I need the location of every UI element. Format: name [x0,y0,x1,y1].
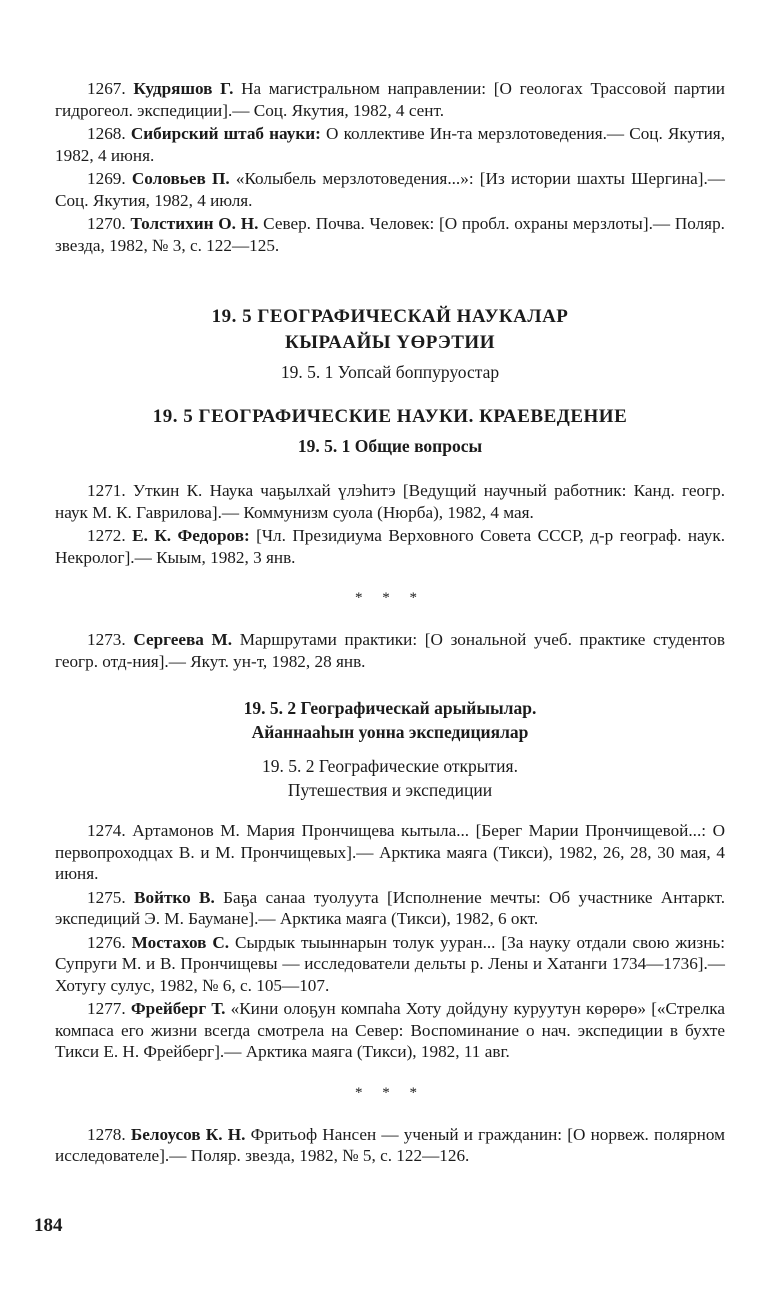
entry-number: 1275. [87,887,126,907]
subsection-2-russian-line1: 19. 5. 2 Географические открытия. [262,756,518,776]
subsection-2-russian-line2: Путешествия и экспедиции [287,780,493,800]
section-title-yakut-line1: 19. 5 ГЕОГРАФИЧЕСКАЙ НАУКАЛАР [211,306,569,327]
page-number: 184 [34,1215,63,1236]
entry-number: 1272. [87,526,126,545]
subsection-title-russian: 19. 5. 1 Общие вопросы [297,436,483,456]
section-title-russian: 19. 5 ГЕОГРАФИЧЕСКИЕ НАУКИ. КРАЕВЕДЕНИЕ [152,406,628,427]
entry-number: 1273. [87,630,126,649]
entry-1272 [55,525,725,568]
entry-number: 1276. [87,932,126,952]
entry-text: [Чл. Президиума Верховного Совета СССР, д-р географ. наук. Некролог].— Кыым, 1982, 3 янв. [55,526,726,567]
entry-text: «Кини олоҕун компаһа Хоту дойдуну куруутун көрөрө» [«Стрелка компаса его жизни всегда смотрела на Север: Воспоминание о нач. экспедиции в бухте Тикси Е. Н. Фрейберг].— Арктика маяга (Тикси), 1982, 11 авг. [55,999,725,1061]
entry-text: Баҕа санаа туолуута [Исполнение мечты: Об участнике Антаркт. экспедиций Э. М. Баумане].— Арктика маяга (Тикси), 1982, 6 окт. [55,887,725,928]
entry-number: 1270. [87,214,126,233]
entry-text: Артамонов М. Мария Прончищева кытыла... [Берег Марии Прончищевой...: О первопроходцах В. и М. Прончищевых].— Арктика маяга (Тикси), 1982, 26, 28, 30 мая, 4 июня. [55,821,725,883]
entry-1269 [55,168,725,211]
entry-1268 [55,123,725,166]
entry-author: Сибирский штаб науки: [130,124,321,143]
entry-text: Фритьоф Нансен — ученый и гражданин: [О норвеж. полярном исследователе].— Поляр. звезда, 1982, № 5, с. 122—126. [55,1124,725,1165]
page-body [55,78,725,1169]
entry-number: 1271. [87,481,126,500]
entry-text: Маршрутами практики: [О зональной учеб. практике студентов геогр. отд-ния].— Якут. ун-т, 1982, 28 янв. [55,630,726,671]
entry-author: Кудряшов Г. [133,79,234,98]
subsection-title-yakut: 19. 5. 1 Уопсай боппуруостар [280,362,500,382]
entry-number: 1278. [87,1124,126,1144]
entry-1277 [55,998,725,1063]
entry-text: О коллективе Ин-та мерзлотоведения.— Соц. Якутия, 1982, 4 июня. [55,124,726,165]
subsection-2-yakut-line2: Айаннааһын уонна экспедициялар [251,722,529,742]
entry-1275 [55,887,725,930]
subsection-2-yakut-line1: 19. 5. 2 Географическай арыйыылар. [243,698,537,718]
entry-number: 1277. [87,999,126,1018]
entry-text: Сырдык тыыннарын толук ууран... [За науку отдали свою жизнь: Супруги М. и В. Прончищевы — исследователи дельты р. Лены и Хатанги 1734—1736].— Хотугу сулус, 1982, № 6, с. 105—107. [55,932,726,995]
entry-text: Уткин К. Наука чаҕылхай үлэһитэ [Ведущий научный работник: Канд. геогр. наук М. К. Гаврилова].— Коммунизм суола (Нюрба), 1982, 4 мая. [55,481,726,522]
section-separator-stars-2: * * * [355,1084,425,1101]
entry-group-5 [55,1124,725,1167]
entry-author: Мостахов С. [131,932,230,952]
entry-1274 [55,820,725,885]
entry-author: Войтко В. [134,887,215,907]
entry-number: 1274. [87,821,126,840]
entry-author: Е. К. Федоров: [132,526,250,545]
entry-1273 [55,629,725,672]
section-title-yakut-line2: КЫРААЙЫ ҮӨРЭТИИ [285,332,495,353]
entry-1276 [55,932,725,997]
entry-author: Сергеева М. [133,630,233,649]
entry-group-4 [55,820,725,1063]
entry-group-2 [55,480,725,568]
entry-group-3 [55,629,725,672]
entry-author: Толстихин О. Н. [130,214,259,233]
entry-author: Фрейберг Т. [130,999,226,1018]
entry-group-1 [55,78,725,256]
entry-text: Север. Почва. Человек: [О пробл. охраны мерзлоты].— Поляр. звезда, 1982, № 3, с. 122—125. [55,214,725,255]
entry-author: Белоусов К. Н. [130,1124,246,1144]
entry-number: 1269. [87,169,126,188]
entry-text: На магистральном направлении: [О геологах Трассовой партии гидрогеол. экспедиции].— Соц. Якутия, 1982, 4 сент. [55,79,725,120]
entry-text: «Колыбель мерзлотоведения...»: [Из истории шахты Шергина].— Соц. Якутия, 1982, 4 июля. [55,169,725,210]
section-separator-stars: * * * [355,590,425,606]
entry-number: 1267. [87,79,126,98]
entry-number: 1268. [87,124,126,143]
entry-1271 [55,480,725,523]
entry-1278 [55,1124,725,1167]
entry-1267 [55,78,725,121]
section-2-headings [55,696,725,802]
entry-author: Соловьев П. [131,169,230,188]
entry-1270 [55,213,725,256]
